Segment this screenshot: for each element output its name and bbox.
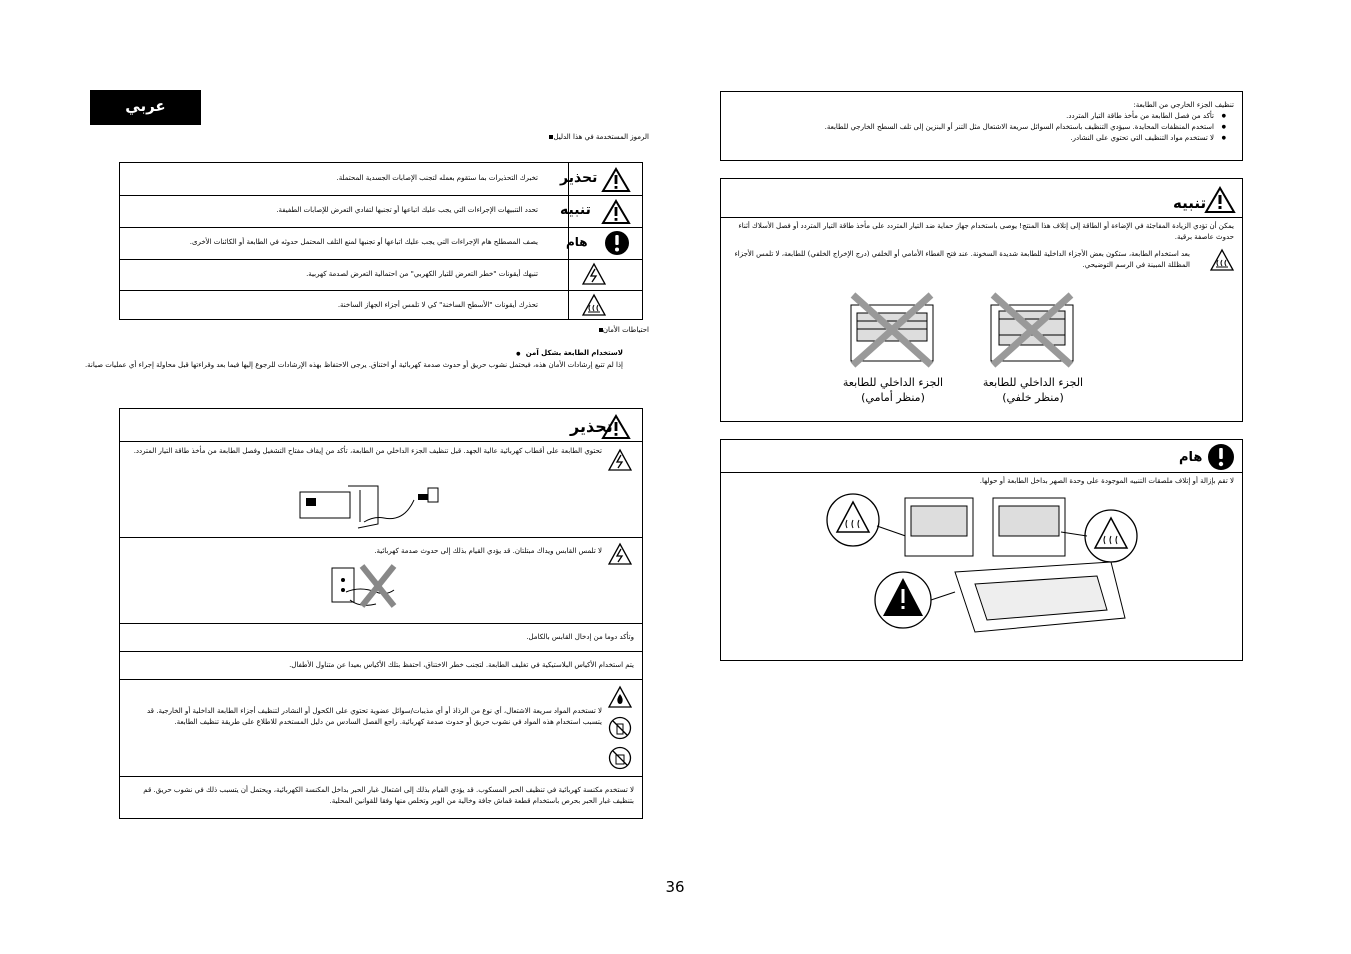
hot-surface-icon bbox=[582, 294, 606, 316]
flammable-icon bbox=[608, 686, 632, 708]
warning-row-text: تحتوي الطابعة على أقطاب كهربائية عالية الجهد. قبل تنظيف الجزء الداخلي من الطابعة، تأكد من إيقاف مفتاح التشغيل وفصل الطابعة من مأخذ طاقة التيار المتردد. bbox=[133, 447, 602, 455]
symbol-text: تحدد التنبيهات الإجراءات التي يجب عليك اتباعها أو تجنبها لتفادي التعرض للإصابات الطفيفة. bbox=[276, 206, 538, 214]
warning-row bbox=[120, 776, 642, 820]
warning-row-text: يتم استخدام الأكياس البلاستيكية في تغليف الطابعة. لتجنب خطر الاختناق، احتفظ بتلك الأكياس بعيدا عن متناول الأطفال. bbox=[289, 661, 634, 669]
cleaning-item: ● استخدم المنظفات المحايدة. سيؤدي التنظيف باستخدام السوائل سريعة الاشتعال مثل التنر أو البنزين إلى تلف السطح الخارجي للطابعة. bbox=[734, 122, 1214, 133]
no-spray-icon bbox=[608, 716, 632, 740]
symbol-row-important bbox=[120, 227, 642, 259]
cleaning-box bbox=[720, 91, 1243, 161]
caution-box bbox=[720, 178, 1243, 422]
wet-hand-plug-illustration bbox=[326, 562, 398, 618]
cleaning-title: تنظيف الجزء الخارجي من الطابعة: bbox=[1133, 101, 1234, 109]
warning-row bbox=[120, 537, 642, 623]
caution-title: تنبيه bbox=[1173, 194, 1207, 212]
cleaning-list bbox=[734, 111, 1226, 144]
important-circle-icon bbox=[1207, 443, 1235, 471]
safety-subheading bbox=[323, 348, 623, 360]
symbol-text: تنبهك أيقونات "خطر التعرض للتيار الكهربي" من احتمالية التعرض لصدمة كهربية. bbox=[306, 270, 538, 278]
warning-title: تحذير bbox=[570, 417, 613, 436]
warning-row bbox=[120, 623, 642, 651]
important-title: هام bbox=[1179, 450, 1203, 465]
warning-row bbox=[120, 441, 642, 537]
warning-header bbox=[120, 409, 642, 441]
no-flame-icon bbox=[608, 746, 632, 770]
warning-row-text: لا تستخدم مكنسة كهربائية في تنظيف الحبر المسكوب. قد يؤدي القيام بذلك إلى اشتعال غبار الحبر بداخل المكنسة الكهربائية، ويحتمل أن يتسبب ذلك في نشوب حريق. قم بتنظيف غبار الحبر بحرص باستخدام قطعة قماش جافة وخالية من الوبر وتخلص منها وفقا للقوانين المحلية. bbox=[143, 786, 634, 805]
caption-front-line2: (منظر أمامي) bbox=[861, 391, 925, 404]
caption-back bbox=[973, 375, 1093, 405]
symbol-text: تحذرك أيقونات "الأسطح الساخنة" كي لا تلمس أجزاء الجهاز الساخنة. bbox=[337, 301, 538, 309]
symbol-label: هام bbox=[566, 235, 588, 249]
warning-row bbox=[120, 651, 642, 679]
important-text: لا تقم بإزالة أو إتلاف ملصقات التنبيه الموجودة على وحدة الصهر بداخل الطابعة أو حولها. bbox=[979, 477, 1234, 485]
printer-front-interior-illustration bbox=[847, 291, 937, 369]
symbol-row-warning bbox=[120, 163, 642, 195]
printer-back-interior-illustration bbox=[987, 291, 1077, 369]
language-tab-label: عربي bbox=[125, 97, 166, 115]
symbol-row-caution bbox=[120, 195, 642, 227]
symbols-table bbox=[119, 162, 643, 320]
safety-body: إذا لم تتبع إرشادات الأمان هذه، فيحتمل نشوب حريق أو حدوث صدمة كهربائية أو اختناق. يرجى الاحتفاظ بهذه الإرشادات للرجوع إليها فيما بعد وقراءتها قبل محاولة إجراء أي عمليات صيانة. bbox=[84, 361, 623, 369]
unplug-illustration bbox=[298, 482, 443, 532]
fuser-labels-illustration bbox=[825, 492, 1141, 642]
cleaning-item: ● تأكد من فصل الطابعة من مأخذ طاقة التيار المتردد. bbox=[734, 111, 1214, 122]
hot-surface-icon bbox=[1210, 249, 1234, 271]
warning-triangle-icon bbox=[602, 167, 630, 192]
caption-front-line1: الجزء الداخلي للطابعة bbox=[842, 376, 944, 389]
electric-hazard-icon bbox=[608, 543, 632, 565]
symbol-text: يصف المصطلح هام الإجراءات التي يجب عليك اتباعها أو تجنبها لمنع التلف المحتمل حدوثه في الطابعة أو الكائنات الأخرى. bbox=[189, 238, 538, 246]
caption-front bbox=[833, 375, 953, 405]
caption-back-line1: الجزء الداخلي للطابعة bbox=[982, 376, 1084, 389]
caption-back-line2: (منظر خلفي) bbox=[1002, 391, 1064, 404]
warning-triangle-icon bbox=[602, 199, 630, 224]
safety-subheading-text: لاستخدام الطابعة بشكل آمن bbox=[525, 349, 623, 357]
symbol-row-hot bbox=[120, 290, 642, 321]
warning-row-text: وتأكد دوما من إدخال القابس بالكامل. bbox=[526, 633, 634, 641]
warning-row-text: لا تستخدم المواد سريعة الاشتعال، أي نوع من الرذاذ أو أي مذيبات/سوائل عضوية تحتوي على الكحول أو النشادر لتنظيف أجزاء الطابعة الداخلية أو الخارجية. قد يتسبب استخدام هذه المواد في نشوب حريق أو حدوث صدمة كهربائية. راجع الفصل السادس من دليل المستخدم للاطلاع على طريقة تنظيف الطابعة. bbox=[146, 707, 602, 726]
warning-triangle-icon bbox=[1205, 186, 1235, 213]
important-header bbox=[721, 440, 1242, 473]
important-box bbox=[720, 439, 1243, 661]
symbols-heading bbox=[349, 132, 649, 143]
caution-text-2: بعد استخدام الطابعة، ستكون بعض الأجزاء الداخلية للطابعة شديدة السخونة. عند فتح الغطاء الأمامي أو الخلفي (درج الإخراج الخلفي) للطابعة، لا تلمس الأجزاء المظللة المبينة في الرسم التوضيحي. bbox=[734, 250, 1190, 269]
caution-header bbox=[721, 179, 1242, 218]
safety-heading bbox=[349, 325, 649, 336]
symbol-label: تحذير bbox=[560, 170, 598, 186]
warning-box bbox=[119, 408, 643, 819]
important-circle-icon bbox=[604, 230, 630, 256]
warning-row-text: لا تلمس القابس ويداك مبتلتان. قد يؤدي القيام بذلك إلى حدوث صدمة كهربائية. bbox=[374, 547, 602, 555]
caution-text-1: يمكن أن تؤدي الزيادة المفاجئة في الإضاءة أو الطاقة إلى إتلاف هذا المنتج! يوصى باستخدام جهاز حماية ضد التيار المتردد على مأخذ طاقة التيار المتردد أو فصل الأسلاك أثناء حدوث عاصفة برقية. bbox=[738, 222, 1234, 241]
bullet-icon: ● bbox=[516, 351, 521, 357]
symbol-text: تخبرك التحذيرات بما ستقوم بعمله لتجنب الإصابات الجسدية المحتملة. bbox=[336, 174, 538, 182]
safety-heading-text: احتياطات الأمان bbox=[602, 326, 649, 334]
page-number: 36 bbox=[665, 878, 685, 896]
warning-row bbox=[120, 679, 642, 776]
symbols-heading-text: الرموز المستخدمة في هذا الدليل bbox=[553, 133, 649, 141]
symbol-label: تنبيه bbox=[560, 202, 591, 218]
symbol-row-electric bbox=[120, 259, 642, 290]
electric-hazard-icon bbox=[608, 449, 632, 471]
language-tab bbox=[90, 90, 201, 125]
cleaning-item: ● لا تستخدم مواد التنظيف التي تحتوي على النشادر. bbox=[734, 133, 1214, 144]
electric-hazard-icon bbox=[582, 263, 606, 285]
